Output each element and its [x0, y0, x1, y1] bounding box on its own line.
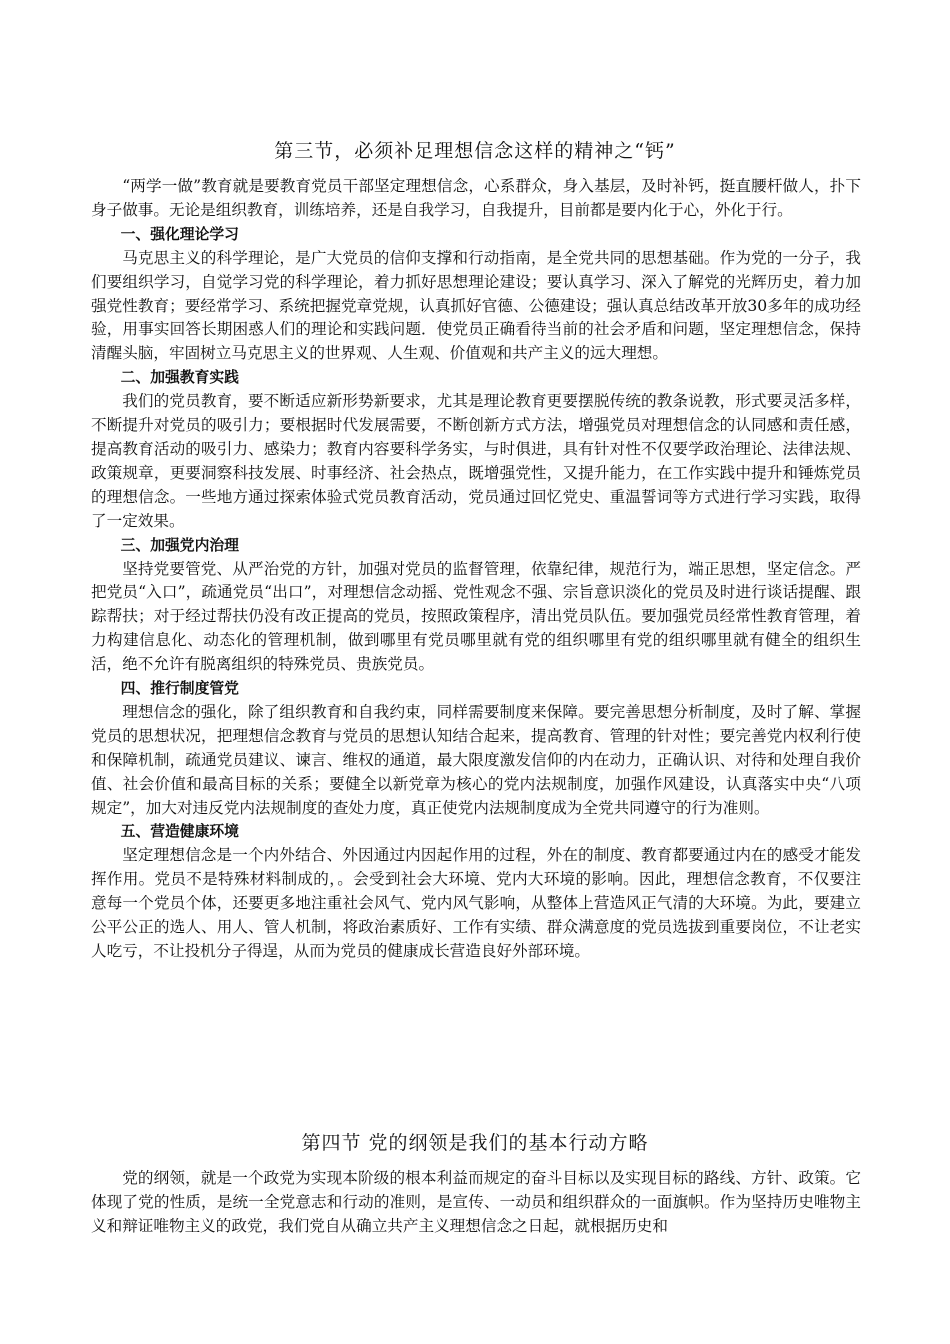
section-4-title: 第四节 党的纲领是我们的基本行动方略: [301, 1132, 649, 1154]
section-4-intro: 党的纲领，就是一个政党为实现本阶级的根本利益而规定的奋斗目标以及实现目标的路线、方针、政策。它体现了党的性质，是统一全党意志和行动的准则，是宣传、一动员和组织群众的一面旗帜。作为坚持历史唯物主义和辩证唯物主义的政党，我们党自从确立共产主义理想信念之日起，就根据历史和: [91, 1169, 861, 1235]
section-3-intro: “两学一做”教育就是要教育党员干部坚定理想信念，心系群众，身入基层，及时补钙，挺直腰杆做人，扑下身子做事。无论是组织教育，训练培养，还是自我学习，自我提升，目前都是要内化于心，外化于行。: [91, 177, 861, 219]
part-3-text: 坚持党要管党、从严治党的方针，加强对党员的监督管理，依靠纪律，规范行为，端正思想，坚定信念。严把党员“入口”，疏通党员“出口”，对理想信念动摇、党性观念不强、宗旨意识淡化的党员及时进行谈话提醒、跟踪帮扶；对于经过帮扶仍没有改正提高的党员，按照政策程序，清出党员队伍。要加强党员经常性教育管理，着力构建信息化、动态化的管理机制，做到哪里有党员哪里就有党的组织哪里有党的组织哪里就有健全的组织生活，绝不允许有脱离组织的特殊党员、贵族党员。: [91, 559, 861, 674]
part-5-text: 坚定理想信念是一个内外结合、外因通过内因起作用的过程，外在的制度、教育都要通过内在的感受才能发挥作用。党员不是特殊材料制成的，。会受到社会大环境、党内大环境的影响。因此，理想信念教育，不仅要注意每一个党员个体，还要更多地注重社会风气、党内风气影响，从整体上营造风正气清的大环境。为此，要建立公平公正的选人、用人、管人机制，将政治素质好、工作有实绩、群众满意度的党员选拔到重要岗位，不让老实人吃亏，不让投机分子得逞，从而为党员的健康成长营造良好外部环境。: [91, 846, 861, 960]
section-3-title: 第三节，必须补足理想信念这样的精神之“钙”: [274, 140, 676, 162]
part-2-heading: 二、加强教育实践: [120, 369, 239, 387]
part-5-heading: 五、营造健康环境: [120, 823, 239, 841]
part-4-heading: 四、推行制度管党: [120, 680, 239, 698]
part-1-text: 马克思主义的科学理论，是广大党员的信仰支撑和行动指南，是全党共同的思想基础。作为党的一分子，我们要组织学习，自觉学习党的科学理论，着力抓好思想理论建设；要认真学习、深入了解党的光辉历史，着力加强党性教育；要经常学习、系统把握党章党规，认真抓好官德、公德建设；强认真总结改革开放30多年的成功经验，用事实回答长期困惑人们的理论和实践问题．使党员正确看待当前的社会矛盾和问题，坚定理想信念，保持清醒头脑，牢固树立马克思主义的世界观、人生观、价值观和共产主义的远大理想。: [91, 248, 861, 363]
part-2-text: 我们的党员教育，要不断适应新形势新要求，尤其是理论教育更要摆脱传统的教条说教，形式要灵活多样，不断提升对党员的吸引力；要根据时代发展需要，不断创新方式方法，增强党员对理想信念的认同感和责任感，提高教育活动的吸引力、感染力；教育内容要科学务实，与时俱进，具有针对性不仅要学政治理论、法律法规、政策规章，更要洞察科技发展、时事经济、社会热点，既增强党性，又提升能力，在工作实践中提升和锤炼党员的理想信念。一些地方通过探索体验式党员教育活动，党员通过回忆党史、重温誓词等方式进行学习实践，取得了一定效果。: [91, 392, 861, 530]
part-1-heading: 一、强化理论学习: [120, 225, 239, 243]
section-4-body: [91, 1167, 861, 1239]
part-4-text: 理想信念的强化，除了组织教育和自我约束，同样需要制度来保障。要完善思想分析制度，及时了解、掌握党员的思想状况，把理想信念教育与党员的思想认知结合起来，提高教育、管理的针对性；要完善党内权利行使和保障机制，疏通党员建议、谏言、维权的通道，最大限度激发信仰的内在动力，正确认识、对待和处理自我价值、社会价值和最高目标的关系；要健全以新党章为核心的党内法规制度，加强作风建设，认真落实中央“八项规定”，加大对违反党内法规制度的查处力度，真正使党内法规制度成为全党共同遵守的行为准则。: [91, 702, 861, 817]
section-3-body: [91, 175, 861, 964]
part-3-heading: 三、加强党内治理: [120, 536, 239, 554]
